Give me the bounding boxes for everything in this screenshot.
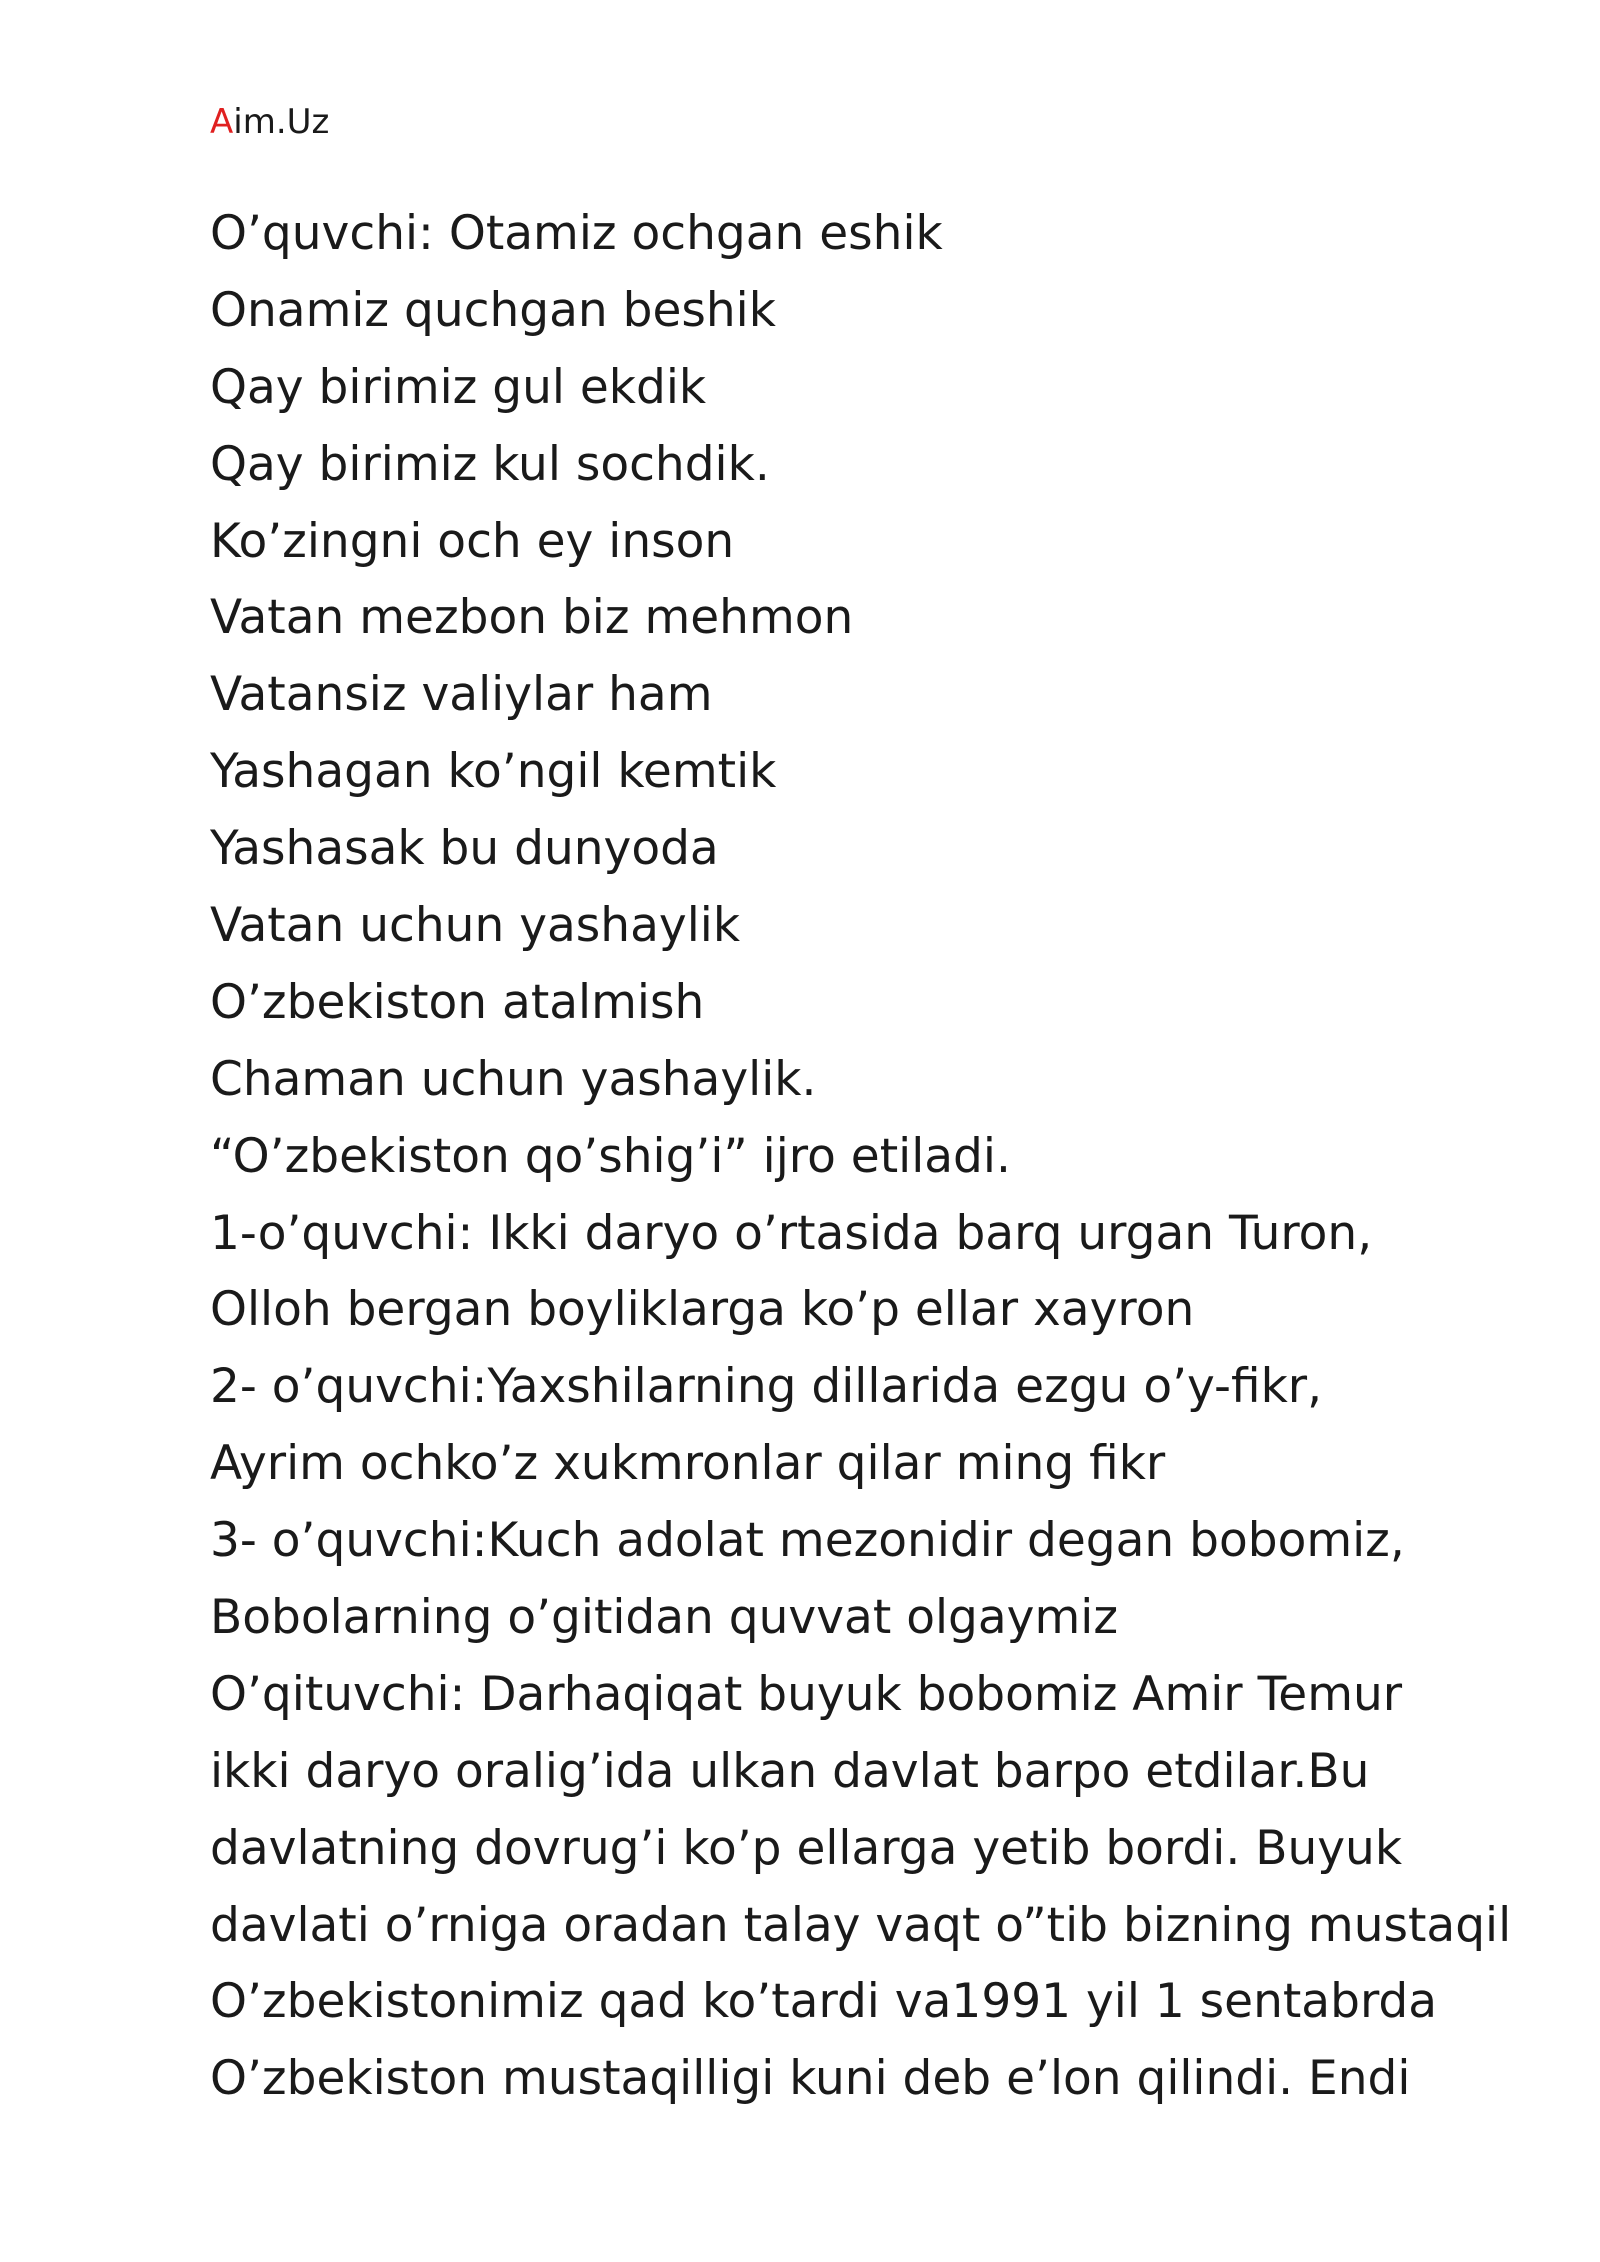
- text-line: “O’zbekiston qo’shig’i” ijro etiladi.: [210, 1128, 1011, 1184]
- site-logo: [210, 98, 329, 146]
- text-line: Qay birimiz kul sochdik.: [210, 436, 770, 492]
- text-line: Yashagan ko’ngil kemtik: [210, 744, 777, 800]
- text-line: 2- o’quvchi:Yaxshilarning dillarida ezgu o’y-fikr,: [210, 1359, 1323, 1415]
- text-line: Ayrim ochko’z xukmronlar qilar ming fikr: [210, 1436, 1166, 1492]
- text-line: O’zbekiston mustaqilligi kuni deb e’lon qilindi. Endi: [210, 2051, 1411, 2107]
- text-line: O’quvchi: Otamiz ochgan eshik: [210, 206, 943, 261]
- document-body: [210, 196, 1510, 2118]
- text-line: davlati o’rniga oradan talay vaqt o”tib bizning mustaqil: [210, 1897, 1512, 1953]
- text-line: 3- o’quvchi:Kuch adolat mezonidir degan bobomiz,: [210, 1513, 1405, 1569]
- text-line: O’qituvchi: Darhaqiqat buyuk bobomiz Amir Temur: [210, 1666, 1403, 1722]
- text-line: Vatan mezbon biz mehmon: [210, 590, 854, 646]
- text-line: 1-o’quvchi: Ikki daryo o’rtasida barq urgan Turon,: [210, 1205, 1373, 1261]
- text-line: Vatansiz valiylar ham: [210, 667, 713, 723]
- logo-text: im.Uz: [233, 102, 330, 142]
- text-line: Onamiz quchgan beshik: [210, 282, 776, 338]
- text-line: davlatning dovrug’i ko’p ellarga yetib bordi. Buyuk: [210, 1820, 1403, 1876]
- text-line: Chaman uchun yashaylik.: [210, 1051, 817, 1107]
- text-line: O’zbekiston atalmish: [210, 974, 705, 1030]
- text-line: Qay birimiz gul ekdik: [210, 359, 707, 415]
- logo-initial: A: [210, 102, 234, 142]
- text-line: Vatan uchun yashaylik: [210, 898, 741, 954]
- text-line: O’zbekistonimiz qad ko’tardi va1991 yil 1 sentabrda: [210, 1974, 1438, 2030]
- text-line: Bobolarning o’gitidan quvvat olgaymiz: [210, 1590, 1118, 1646]
- text-line: ikki daryo oralig’ida ulkan davlat barpo etdilar.Bu: [210, 1743, 1370, 1799]
- text-line: Olloh bergan boyliklarga ko’p ellar xayron: [210, 1282, 1195, 1338]
- text-line: Ko’zingni och ey inson: [210, 513, 735, 569]
- text-line: Yashasak bu dunyoda: [210, 821, 719, 877]
